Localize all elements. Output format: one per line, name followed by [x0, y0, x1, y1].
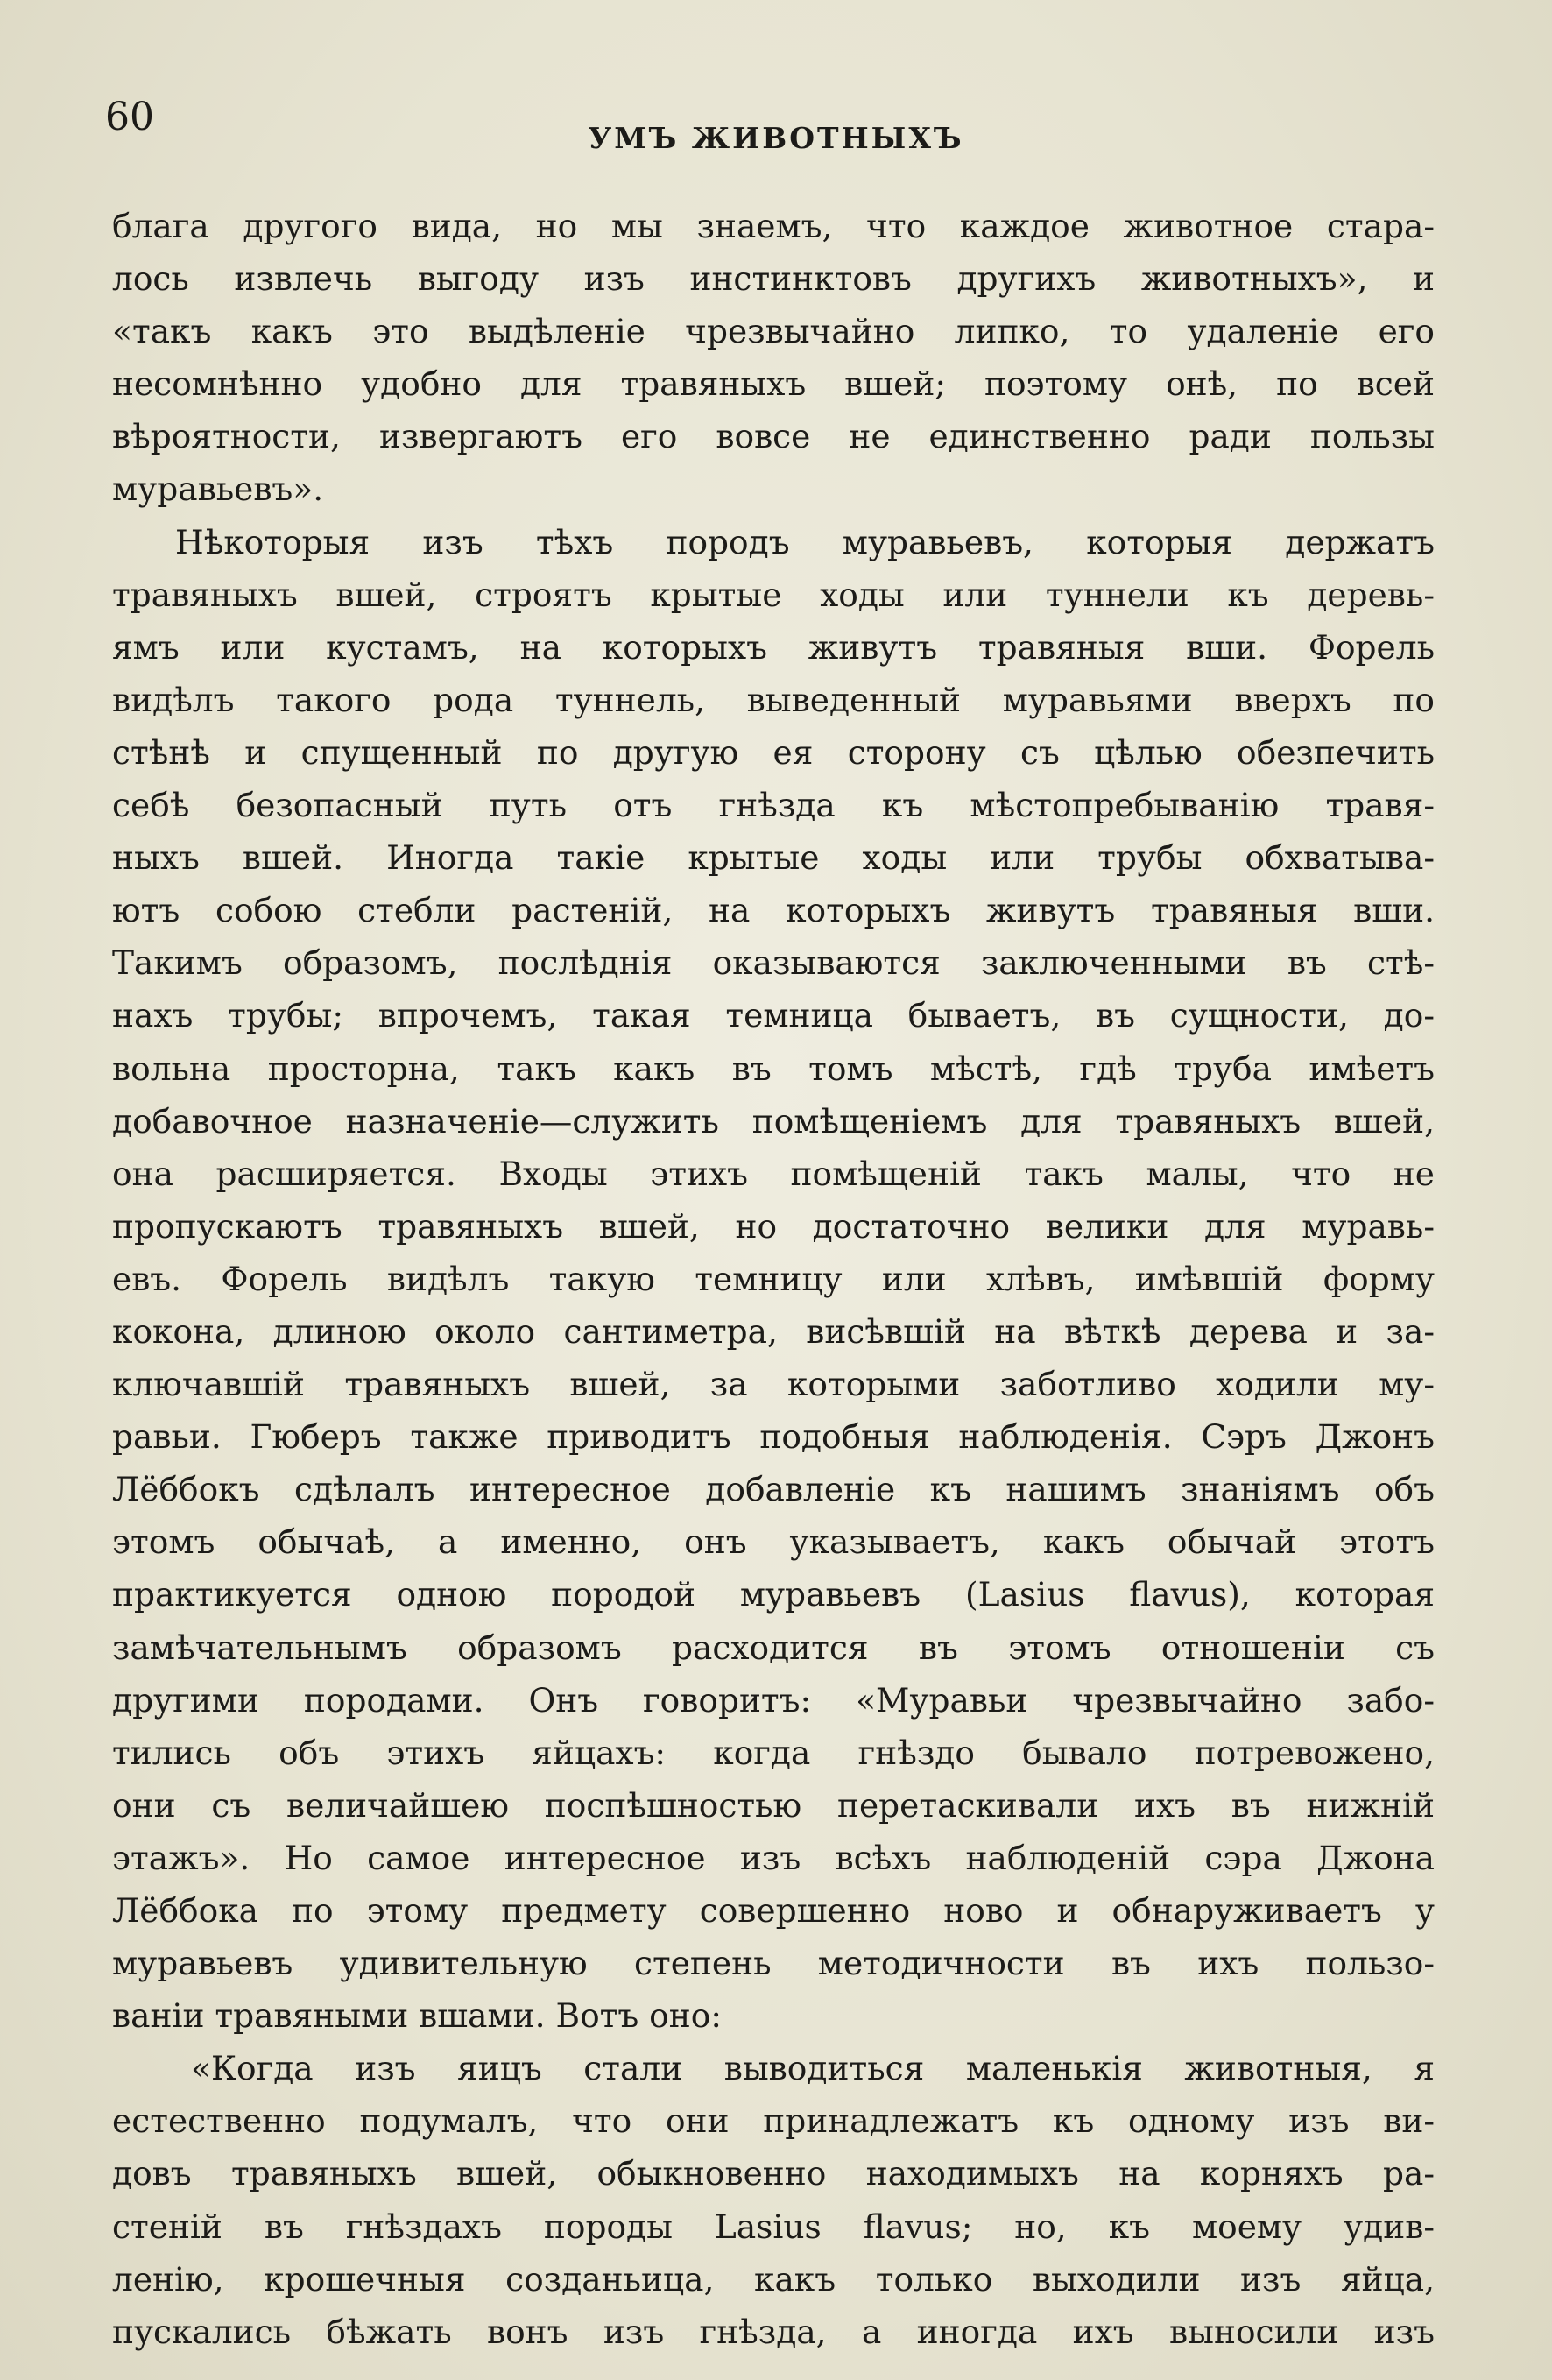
text-line: себѣ безопасный путь отъ гнѣзда къ мѣстопребыванію травя-	[112, 786, 1435, 825]
text-line: тились объ этихъ яйцахъ: когда гнѣздо бывало потревожено,	[112, 1733, 1435, 1772]
text-line: кокона, длиною около сантиметра, висѣвшій на вѣткѣ дерева и за-	[112, 1311, 1435, 1351]
text-line: Лёббока по этому предмету совершенно ново и обнаруживаетъ у	[112, 1891, 1435, 1930]
text-line: она расширяется. Входы этихъ помѣщеній такъ малы, что не	[112, 1154, 1435, 1193]
text-line: вѣроятности, извергаютъ его вовсе не единственно ради пользы	[112, 417, 1435, 456]
text-line: этажъ». Но самое интересное изъ всѣхъ наблюденій сэра Джона	[112, 1838, 1435, 1877]
text-line: естественно подумалъ, что они принадлежатъ къ одному изъ ви-	[112, 2101, 1435, 2141]
text-line: Нѣкоторыя изъ тѣхъ породъ муравьевъ, которыя держатъ	[175, 522, 1435, 561]
text-line: ключавшій травяныхъ вшей, за которыми заботливо ходили му-	[112, 1365, 1435, 1404]
text-line: ленію, крошечныя созданьица, какъ только выходили изъ яйца,	[112, 2259, 1435, 2299]
body-text	[112, 200, 1435, 2358]
text-line: Лёббокъ сдѣлалъ интересное добавленіе къ нашимъ знаніямъ объ	[112, 1470, 1435, 1509]
page-number: 60	[105, 95, 154, 139]
text-line: они съ величайшею поспѣшностью перетаскивали ихъ въ нижній	[112, 1785, 1435, 1825]
text-line: видѣлъ такого рода туннель, выведенный муравьями вверхъ по	[112, 680, 1435, 719]
text-line: ныхъ вшей. Иногда такіе крытые ходы или трубы обхватыва-	[112, 838, 1435, 878]
text-line: этомъ обычаѣ, а именно, онъ указываетъ, какъ обычай этотъ	[112, 1522, 1435, 1562]
text-line: травяныхъ вшей, строятъ крытые ходы или туннели къ деревь-	[112, 575, 1435, 614]
text-line: нахъ трубы; впрочемъ, такая темница бываетъ, въ сущности, до-	[112, 996, 1435, 1035]
text-line: муравьевъ».	[112, 470, 324, 509]
text-line: вольна просторна, такъ какъ въ томъ мѣстѣ, гдѣ труба имѣетъ	[112, 1049, 1435, 1088]
text-line: практикуется одною породой муравьевъ (Lasius flavus), которая	[112, 1575, 1435, 1614]
text-line: несомнѣнно удобно для травяныхъ вшей; поэтому онѣ, по всей	[112, 364, 1435, 404]
text-line: лось извлечь выгоду изъ инстинктовъ другихъ животныхъ», и	[112, 259, 1435, 299]
text-line: евъ. Форель видѣлъ такую темницу или хлѣвъ, имѣвшій форму	[112, 1259, 1435, 1298]
text-line: довъ травяныхъ вшей, обыкновенно находимыхъ на корняхъ ра-	[112, 2154, 1435, 2193]
text-line: равьи. Гюберъ также приводитъ подобныя наблюденія. Сэръ Джонъ	[112, 1417, 1435, 1457]
text-line: ямъ или кустамъ, на которыхъ живутъ травяныя вши. Форель	[112, 627, 1435, 667]
running-title: УМЪ ЖИВОТНЫХЪ	[588, 121, 964, 155]
text-line: «такъ какъ это выдѣленіе чрезвычайно липко, то удаленіе его	[112, 312, 1435, 351]
text-line: муравьевъ удивительную степень методичности въ ихъ пользо-	[112, 1944, 1435, 1983]
text-line: пускались бѣжать вонъ изъ гнѣзда, а иногда ихъ выносили изъ	[112, 2312, 1435, 2351]
text-line: другими породами. Онъ говоритъ: «Муравьи чрезвычайно забо-	[112, 1680, 1435, 1720]
text-line: замѣчательнымъ образомъ расходится въ этомъ отношеніи съ	[112, 1628, 1435, 1667]
text-line: добавочное назначеніе—служить помѣщеніемъ для травяныхъ вшей,	[112, 1101, 1435, 1141]
text-line: «Когда изъ яицъ стали выводиться маленькія животныя, я	[191, 2049, 1435, 2088]
text-line: стѣнѣ и спущенный по другую ея сторону съ цѣлью обезпечить	[112, 732, 1435, 772]
text-line: Такимъ образомъ, послѣднія оказываются заключенными въ стѣ-	[112, 943, 1435, 983]
text-line: ютъ собою стебли растеній, на которыхъ живутъ травяныя вши.	[112, 891, 1435, 930]
text-line: ваніи травяными вшами. Вотъ оно:	[112, 1996, 722, 2036]
text-line: блага другого вида, но мы знаемъ, что каждое животное стара-	[112, 207, 1435, 245]
text-line: пропускаютъ травяныхъ вшей, но достаточно велики для муравь-	[112, 1206, 1435, 1246]
text-line: стеній въ гнѣздахъ породы Lasius flavus; но, къ моему удив-	[112, 2207, 1435, 2246]
